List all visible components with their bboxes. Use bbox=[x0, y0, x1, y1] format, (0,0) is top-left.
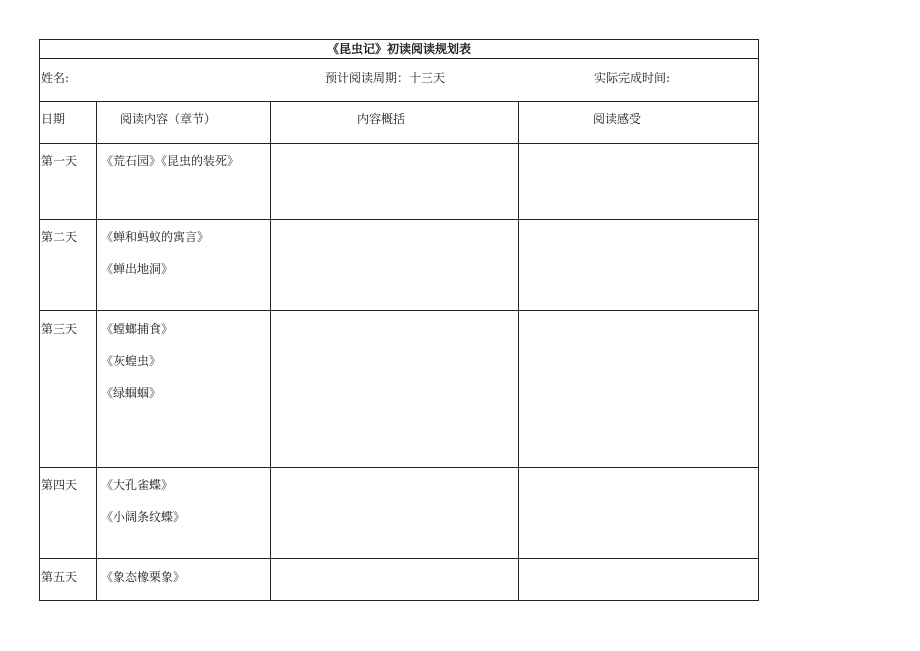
chapter-item: 《荒石园》《昆虫的装死》 bbox=[101, 154, 240, 168]
feeling-cell[interactable] bbox=[519, 311, 758, 467]
col-divider-1 bbox=[96, 101, 97, 600]
chapter-item: 《灰蝗虫》 bbox=[101, 354, 162, 368]
reading-period-label: 预计阅读周期：十三天 bbox=[325, 71, 446, 85]
feeling-cell[interactable] bbox=[519, 144, 758, 219]
summary-cell[interactable] bbox=[271, 311, 518, 467]
feeling-cell[interactable] bbox=[519, 468, 758, 558]
rule-info bbox=[40, 101, 758, 102]
chapter-item: 《绿蝈蝈》 bbox=[101, 386, 162, 400]
chapter-list bbox=[101, 230, 209, 294]
day-label: 第一天 bbox=[41, 154, 78, 168]
header-feeling: 阅读感受 bbox=[593, 112, 642, 126]
header-content: 阅读内容（章节） bbox=[120, 112, 217, 126]
chapter-list bbox=[101, 478, 185, 542]
chapter-list bbox=[101, 322, 173, 418]
name-label: 姓名: bbox=[41, 71, 70, 85]
chapter-item: 《小阔条纹蝶》 bbox=[101, 510, 186, 524]
chapter-item: 《大孔雀蝶》 bbox=[101, 478, 174, 492]
day-label: 第三天 bbox=[41, 322, 78, 336]
reading-plan-table bbox=[39, 39, 759, 601]
completion-time-label: 实际完成时间: bbox=[594, 71, 671, 85]
feeling-cell[interactable] bbox=[519, 220, 758, 310]
day-label: 第四天 bbox=[41, 478, 78, 492]
chapter-item: 《蝉和蚂蚁的寓言》 bbox=[101, 230, 210, 244]
summary-cell[interactable] bbox=[271, 220, 518, 310]
header-date: 日期 bbox=[41, 112, 66, 126]
day-label: 第二天 bbox=[41, 230, 78, 244]
header-summary: 内容概括 bbox=[357, 112, 406, 126]
summary-cell[interactable] bbox=[271, 468, 518, 558]
summary-cell[interactable] bbox=[271, 559, 518, 600]
day-label: 第五天 bbox=[41, 570, 78, 584]
chapter-item: 《螳螂捕食》 bbox=[101, 322, 174, 336]
chapter-item: 《象态橡栗象》 bbox=[101, 570, 186, 584]
summary-cell[interactable] bbox=[271, 144, 518, 219]
chapter-list bbox=[101, 570, 185, 602]
chapter-item: 《蝉出地洞》 bbox=[101, 262, 174, 276]
rule-title bbox=[40, 58, 758, 59]
chapter-list bbox=[101, 154, 239, 186]
page-title: 《昆虫记》初读阅读规划表 bbox=[326, 42, 471, 56]
feeling-cell[interactable] bbox=[519, 559, 758, 600]
